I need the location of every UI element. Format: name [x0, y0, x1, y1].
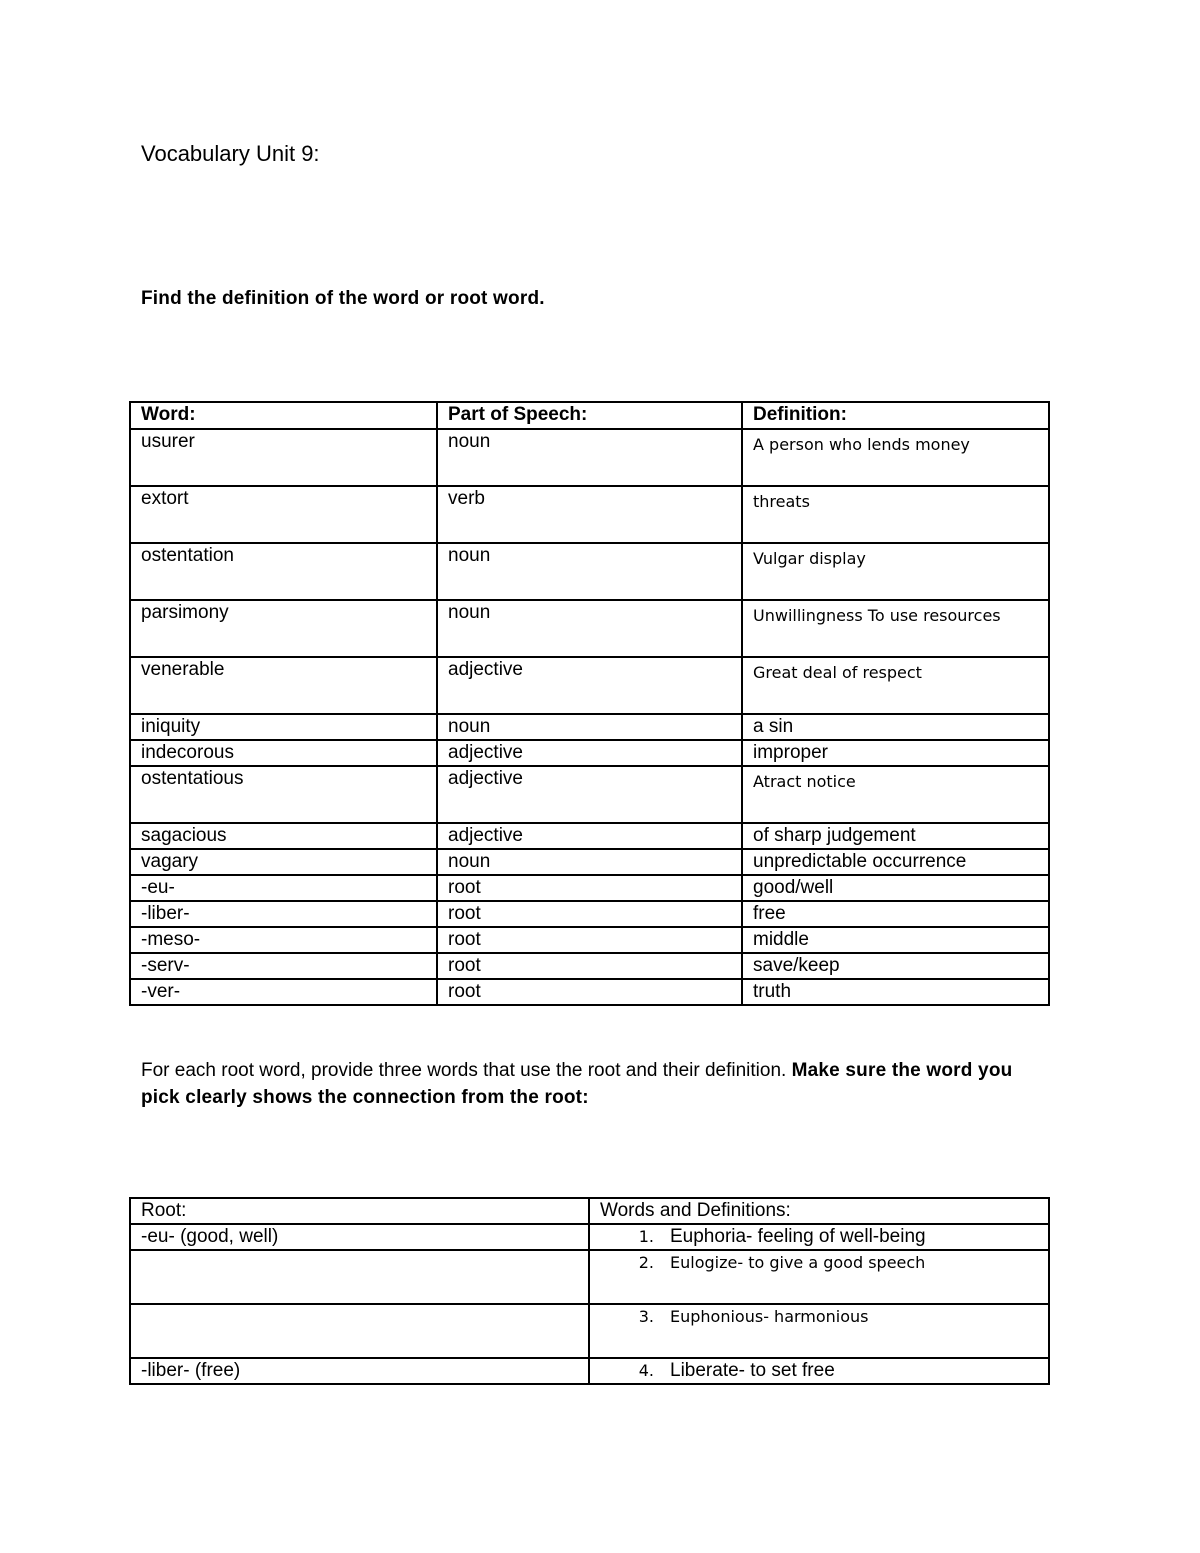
table-row: [130, 740, 1049, 766]
definition-cell[interactable]: save/keep: [742, 953, 1049, 979]
table-row: [130, 600, 1049, 657]
definition-cell[interactable]: improper: [742, 740, 1049, 766]
definition-cell[interactable]: free: [742, 901, 1049, 927]
word-cell[interactable]: sagacious: [130, 823, 437, 849]
instruction-roots: [141, 1057, 1041, 1111]
definition-cell[interactable]: threats: [742, 486, 1049, 543]
entry-text: Eulogize- to give a good speech: [670, 1253, 926, 1272]
definition-cell[interactable]: a sin: [742, 714, 1049, 740]
table-row: [130, 429, 1049, 486]
definition-cell[interactable]: Great deal of respect: [742, 657, 1049, 714]
table-row: [130, 979, 1049, 1005]
table-row: [130, 927, 1049, 953]
word-cell[interactable]: -ver-: [130, 979, 437, 1005]
definition-cell[interactable]: Atract notice: [742, 766, 1049, 823]
entry-cell[interactable]: [589, 1224, 1049, 1250]
pos-cell[interactable]: adjective: [437, 740, 742, 766]
table-row: [130, 1224, 1049, 1250]
pos-cell[interactable]: noun: [437, 714, 742, 740]
table-row: [130, 657, 1049, 714]
header-part-of-speech: Part of Speech:: [437, 402, 742, 429]
definition-cell[interactable]: Vulgar display: [742, 543, 1049, 600]
pos-cell[interactable]: noun: [437, 543, 742, 600]
entry-cell[interactable]: [589, 1304, 1049, 1358]
word-cell[interactable]: venerable: [130, 657, 437, 714]
word-cell[interactable]: ostentatious: [130, 766, 437, 823]
pos-cell[interactable]: noun: [437, 849, 742, 875]
header-word: Word:: [130, 402, 437, 429]
pos-cell[interactable]: adjective: [437, 766, 742, 823]
pos-cell[interactable]: adjective: [437, 657, 742, 714]
word-cell[interactable]: extort: [130, 486, 437, 543]
pos-cell[interactable]: root: [437, 953, 742, 979]
instruction-roots-bold: Make sure the word you pick clearly shows the connection from the root:: [141, 1060, 1013, 1108]
pos-cell[interactable]: noun: [437, 429, 742, 486]
root-cell[interactable]: -eu- (good, well): [130, 1224, 589, 1250]
definition-cell[interactable]: A person who lends money: [742, 429, 1049, 486]
word-cell[interactable]: indecorous: [130, 740, 437, 766]
word-cell[interactable]: iniquity: [130, 714, 437, 740]
table-header-row: [130, 1198, 1049, 1224]
definition-cell[interactable]: middle: [742, 927, 1049, 953]
list-number: 2.: [638, 1253, 654, 1272]
definition-cell[interactable]: unpredictable occurrence: [742, 849, 1049, 875]
word-cell[interactable]: parsimony: [130, 600, 437, 657]
pos-cell[interactable]: root: [437, 927, 742, 953]
table-row: [130, 953, 1049, 979]
definition-cell[interactable]: of sharp judgement: [742, 823, 1049, 849]
pos-cell[interactable]: root: [437, 875, 742, 901]
instruction-definitions: Find the definition of the word or root word.: [141, 288, 545, 309]
table-row: [130, 1358, 1049, 1384]
table-row: [130, 486, 1049, 543]
entry-text: Liberate- to set free: [670, 1360, 835, 1381]
table-row: [130, 766, 1049, 823]
table-row: [130, 901, 1049, 927]
table-row: [130, 875, 1049, 901]
word-cell[interactable]: usurer: [130, 429, 437, 486]
table-row: [130, 849, 1049, 875]
entry-cell[interactable]: [589, 1358, 1049, 1384]
word-cell[interactable]: ostentation: [130, 543, 437, 600]
instruction-roots-plain: For each root word, provide three words that use the root and their definition.: [141, 1060, 792, 1081]
root-cell[interactable]: -liber- (free): [130, 1358, 589, 1384]
pos-cell[interactable]: root: [437, 979, 742, 1005]
root-cell[interactable]: [130, 1304, 589, 1358]
roots-table: [129, 1197, 1050, 1385]
word-cell[interactable]: -liber-: [130, 901, 437, 927]
list-number: 4.: [638, 1361, 654, 1380]
list-number: 1.: [638, 1227, 654, 1246]
table-row: [130, 543, 1049, 600]
pos-cell[interactable]: adjective: [437, 823, 742, 849]
word-cell[interactable]: -meso-: [130, 927, 437, 953]
word-cell[interactable]: -serv-: [130, 953, 437, 979]
page-title: Vocabulary Unit 9:: [141, 141, 320, 166]
entry-cell[interactable]: [589, 1250, 1049, 1304]
pos-cell[interactable]: verb: [437, 486, 742, 543]
vocabulary-table: [129, 401, 1050, 1006]
entry-text: Euphonious- harmonious: [670, 1307, 869, 1326]
table-header-row: [130, 402, 1049, 429]
table-row: [130, 1304, 1049, 1358]
word-cell[interactable]: vagary: [130, 849, 437, 875]
table-row: [130, 823, 1049, 849]
list-number: 3.: [638, 1307, 654, 1326]
table-row: [130, 714, 1049, 740]
entry-text: Euphoria- feeling of well-being: [670, 1226, 926, 1247]
root-cell[interactable]: [130, 1250, 589, 1304]
word-cell[interactable]: -eu-: [130, 875, 437, 901]
pos-cell[interactable]: root: [437, 901, 742, 927]
definition-cell[interactable]: Unwillingness To use resources: [742, 600, 1049, 657]
header-words-definitions: Words and Definitions:: [589, 1198, 1049, 1224]
header-definition: Definition:: [742, 402, 1049, 429]
pos-cell[interactable]: noun: [437, 600, 742, 657]
definition-cell[interactable]: truth: [742, 979, 1049, 1005]
table-row: [130, 1250, 1049, 1304]
header-root: Root:: [130, 1198, 589, 1224]
definition-cell[interactable]: good/well: [742, 875, 1049, 901]
